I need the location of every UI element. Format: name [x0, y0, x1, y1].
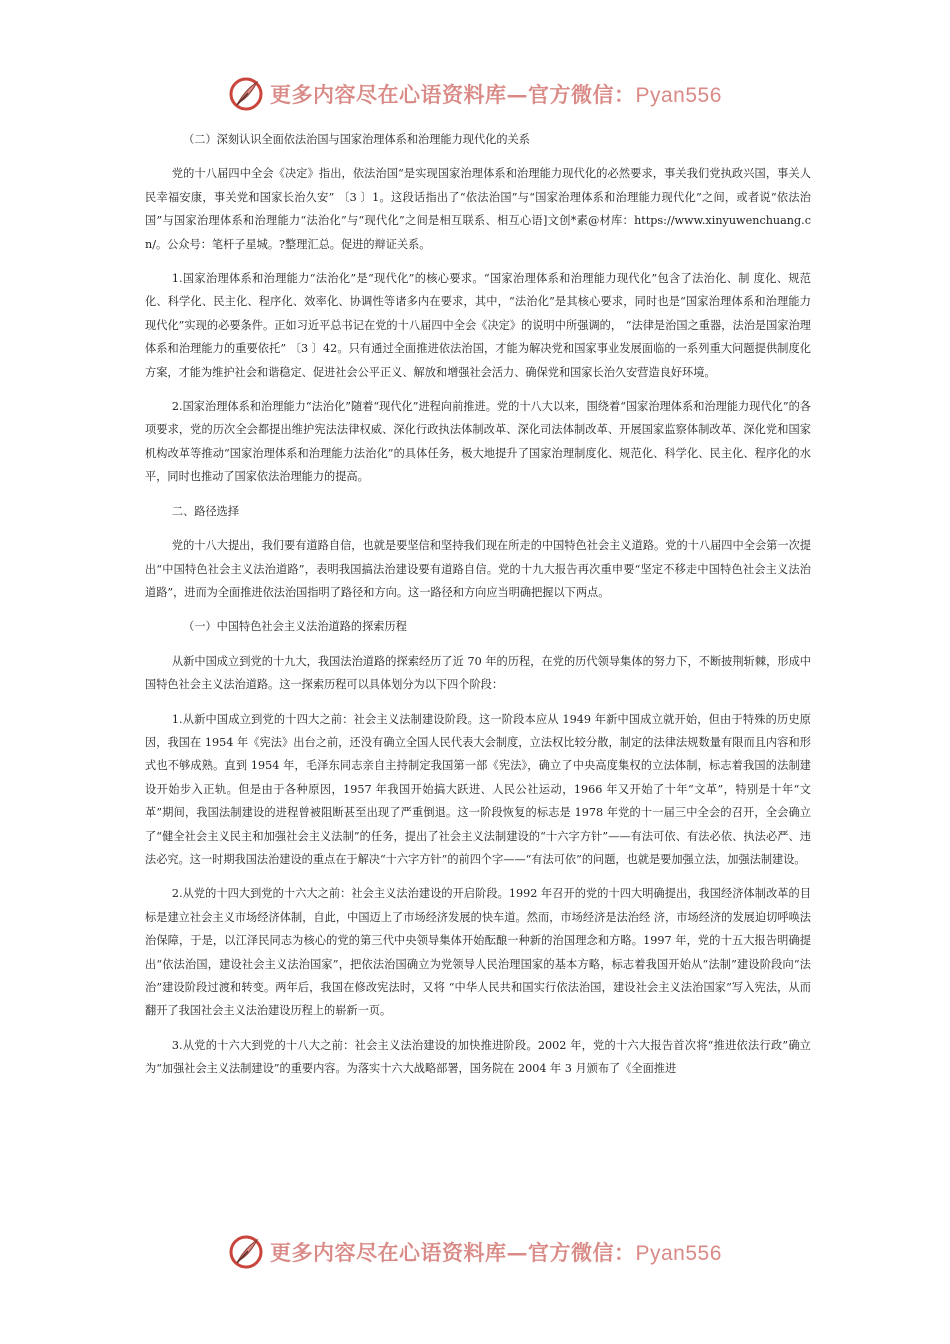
wechat-id: Pyan556 — [635, 84, 722, 107]
paragraph: 1.从新中国成立到党的十四大之前：社会主义法制建设阶段。这一阶段本应从 1949 年新中国成立就开始，但由于特殊的历史原因，我国在 1954 年《宪法》出台之前，还没有确立全国人民代表大会制度，立法权比较分散，制定的法律法规数量有限而且内容和形式也不够成熟。直到 1954 年，毛泽东同志亲自主持制定我国第一部《宪法》，确立了中央高度集权的立法体制，标志着我国的法制建设开始步入正轨。但是由于各种原因，1957 年我国开始搞大跃进、人民公社运动，1966 年又开始了十年“文革”，特别是十年“文革”期间，我国法制建设的进程曾被阻断甚至出现了严重倒退。这一阶段恢复的标志是 1978 年党的十一届三中全会的召开，全会确立了“健全社会主义民主和加强社会主义法制”的任务，提出了社会主义法制建设的“十六字方针”——有法可依、有法必依、执法必严、违法必究。这一时期我国法治建设的重点在于解决“十六字方针”的前四个字——“有法可依”的问题，也就是要加强立法，加强法制建设。 — [145, 712, 811, 866]
feather-pen-logo-icon — [228, 1234, 264, 1270]
banner-text — [270, 1237, 722, 1267]
section-heading: 二、路径选择 — [171, 504, 240, 518]
feather-pen-logo-icon — [228, 76, 264, 112]
paragraph: 从新中国成立到党的十九大，我国法治道路的探索经历了近 70 年的历程，在党的历代领导集体的努力下，不断披荆斩棘，形成中国特色社会主义法治道路。这一探索历程可以具体划分为以下四个阶段： — [145, 654, 811, 692]
wechat-id: Pyan556 — [635, 1242, 722, 1265]
document-body — [145, 128, 811, 1092]
paragraph: 3.从党的十六大到党的十八大之前：社会主义法治建设的加快推进阶段。2002 年，党的十六大报告首次将“推进依法行政”确立为“加强社会主义法制建设”的重要内容。为落实十六大战略部署，国务院在 2004 年 3 月颁布了《全面推进 — [145, 1038, 811, 1076]
banner-text — [270, 79, 722, 109]
paragraph: 2.从党的十四大到党的十六大之前：社会主义法治建设的开启阶段。1992 年召开的党的十四大明确提出，我国经济体制改革的目标是建立社会主义市场经济体制，自此，中国迈上了市场经济发展的快车道。然而，市场经济是法治经 济，市场经济的发展迫切呼唤法治保障，于是，以江泽民同志为核心的党的第三代中央领导集体开始酝酿一种新的治国理念和方略。1997 年，党的十五大报告明确提出“依法治国，建设社会主义法治国家”，把依法治国确立为党领导人民治理国家的基本方略，标志着我国开始从“法制”建设阶段向“法治”建设阶段过渡和转变。两年后，我国在修改宪法时，又将 “中华人民共和国实行依法治国，建设社会主义法治国家”写入宪法，从而翻开了我国社会主义法治建设历程上的崭新一页。 — [145, 887, 811, 1018]
section-subheading: （二）深刻认识全面依法治国与国家治理体系和治理能力现代化的关系 — [183, 133, 530, 146]
footer-banner — [228, 1232, 748, 1272]
paragraph: 党的十八届四中全会《决定》指出，依法治国“是实现国家治理体系和治理能力现代化的必然要求，事关我们党执政兴国，事关人民幸福安康，事关党和国家长治久安” 〔3 〕1。这段话指出了“依法治国”与“国家治理体系和治理能力现代化”之间，或者说“依法治国”与国家治理体系和治理能力“法治化”与“现代化”之间是相互联系、相互心语]文创*素@材库：https://www.xinyuwenchuang.cn/。公众号：笔杆子星城。?整理汇总。促进的辩证关系。 — [145, 167, 811, 251]
section-subheading: （一）中国特色社会主义法治道路的探索历程 — [183, 620, 407, 634]
banner-title: 更多内容尽在心语资料库—官方微信： — [270, 82, 636, 107]
paragraph: 党的十八大提出，我们要有道路自信，也就是要坚信和坚持我们现在所走的中国特色社会主义道路。党的十八届四中全会第一次提出“中国特色社会主义法治道路”，表明我国搞法治建设要有道路自信。党的十九大报告再次重申要“坚定不移走中国特色社会主义法治道路”，进而为全面推进依法治国指明了路径和方向。这一路径和方向应当明确把握以下两点。 — [145, 539, 811, 599]
paragraph: 1.国家治理体系和治理能力“法治化”是“现代化”的核心要求。“国家治理体系和治理能力现代化”包含了法治化、制 度化、规范化、科学化、民主化、程序化、效率化、协调性等诸多内在要求，其中，“法治化”是其核心要求，同时也是“国家治理体系和治理能力现代化”实现的必要条件。正如习近平总书记在党的十八届四中全会《决定》的说明中所强调的， “法律是治国之重器，法治是国家治理体系和治理能力的重要依托” 〔3 〕42。只有通过全面推进依法治国，才能为解决党和国家事业发展面临的一系列重大问题提供制度化方案，才能为维护社会和谐稳定、促进社会公平正义、解放和增强社会活力、确保党和国家长治久安营造良好环境。 — [145, 272, 811, 379]
banner-title: 更多内容尽在心语资料库—官方微信： — [270, 1240, 636, 1265]
paragraph: 2.国家治理体系和治理能力“法治化”随着“现代化”进程向前推进。党的十八大以来，围绕着“国家治理体系和治理能力现代化”的各项要求，党的历次全会都提出维护宪法法律权威、深化行政执法体制改革、深化司法体制改革、开展国家监察体制改革、深化党和国家机构改革等推动“国家治理体系和治理能力法治化”的具体任务，极大地提升了国家治理制度化、规范化、科学化、民主化、程序化的水平，同时也推动了国家依法治理能力的提高。 — [145, 400, 811, 484]
header-banner — [228, 74, 748, 114]
